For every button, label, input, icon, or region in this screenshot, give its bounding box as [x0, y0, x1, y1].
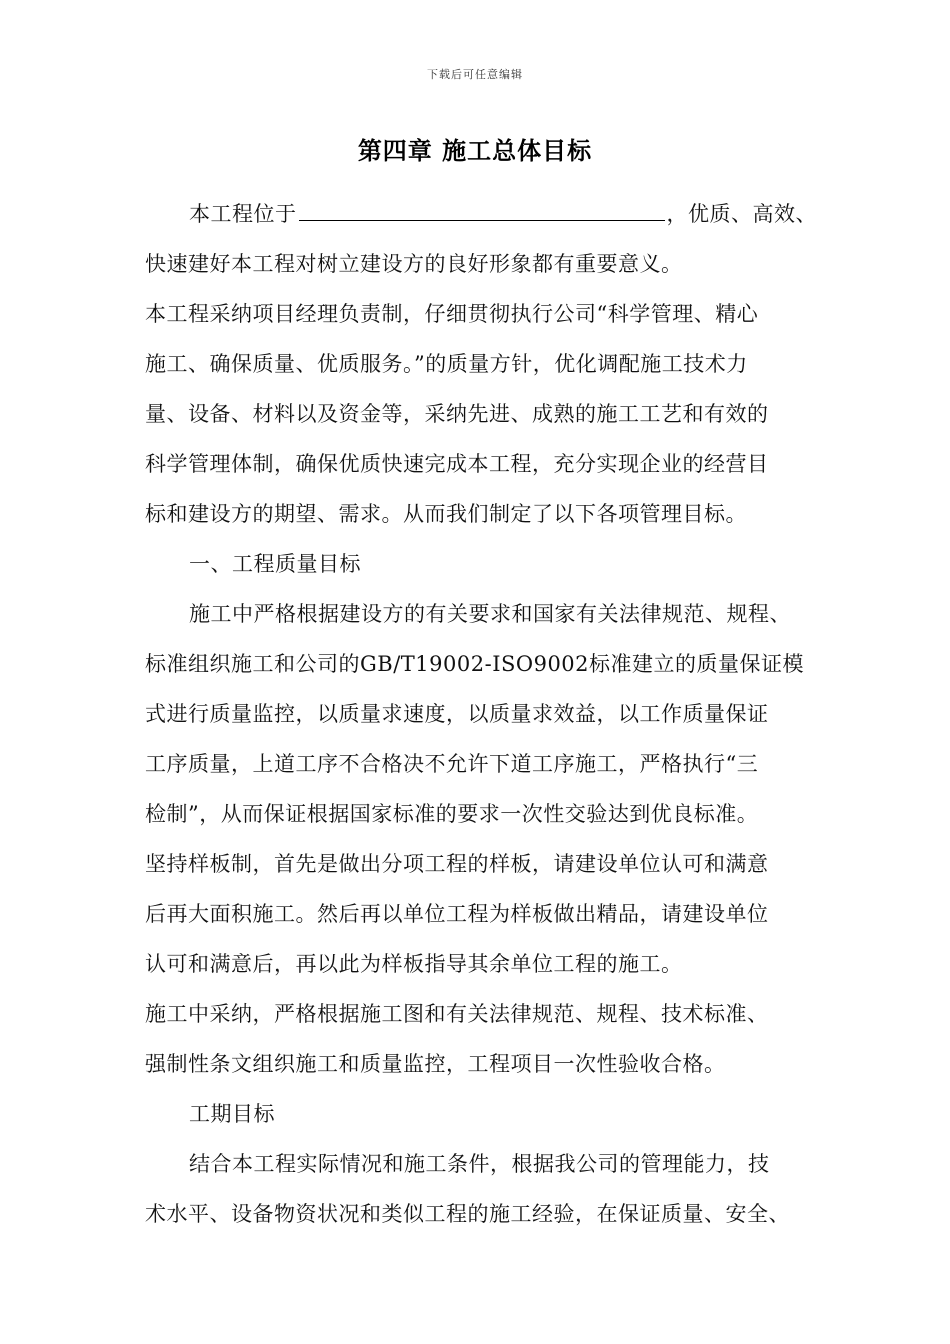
paragraph-line: 后再大面积施工。然后再以单位工程为样板做出精品，请建设单位 [145, 902, 769, 926]
paragraph-line: 认可和满意后，再以此为样板指导其余单位工程的施工。 [145, 952, 683, 976]
paragraph-line: 坚持样板制，首先是做出分项工程的样板，请建设单位认可和满意 [145, 852, 769, 876]
paragraph-line: 快速建好本工程对树立建设方的良好形象都有重要意义。 [145, 252, 683, 276]
paragraph-line: 施工中严格根据建设方的有关要求和国家有关法律规范、规程、 [189, 602, 791, 626]
paragraph-line: 科学管理体制，确保优质快速完成本工程，充分实现企业的经营目 [145, 452, 769, 476]
paragraph-line: 施工、确保质量、优质服务。”的质量方针，优化调配施工技术力 [145, 352, 748, 376]
paragraph-line: 强制性条文组织施工和质量监控，工程项目一次性验收合格。 [145, 1052, 726, 1076]
paragraph-line: 标准组织施工和公司的GB/T19002-ISO9002标准建立的质量保证模 [145, 652, 805, 676]
header-note: 下载后可任意编辑 [427, 68, 523, 81]
section-heading: 工期目标 [189, 1102, 275, 1126]
paragraph-line: 量、设备、材料以及资金等，采纳先进、成熟的施工工艺和有效的 [145, 402, 769, 426]
paragraph-line: 术水平、设备物资状况和类似工程的施工经验，在保证质量、安全、 [145, 1202, 790, 1226]
paragraph-line: 工序质量，上道工序不合格决不允许下道工序施工，严格执行“三 [145, 752, 759, 776]
paragraph-text: 本工程位于 [189, 202, 297, 226]
paragraph-line: 标和建设方的期望、需求。从而我们制定了以下各项管理目标。 [145, 502, 747, 526]
paragraph-line [145, 194, 835, 244]
paragraph-line: 施工中采纳，严格根据施工图和有关法律规范、规程、技术标准、 [145, 1002, 769, 1026]
paragraph-text: ，优质、高效、 [666, 202, 817, 226]
paragraph-line: 结合本工程实际情况和施工条件，根据我公司的管理能力，技 [189, 1152, 770, 1176]
fill-in-blank [299, 194, 665, 221]
body-text [145, 194, 835, 1244]
section-heading: 一、工程质量目标 [189, 552, 361, 576]
chapter-title: 第四章 施工总体目标 [357, 136, 593, 165]
paragraph-line: 本工程采纳项目经理负责制，仔细贯彻执行公司“科学管理、精心 [145, 302, 759, 326]
paragraph-line: 式进行质量监控，以质量求速度，以质量求效益，以工作质量保证 [145, 702, 769, 726]
paragraph-line: 检制”，从而保证根据国家标准的要求一次性交验达到优良标准。 [145, 802, 759, 826]
